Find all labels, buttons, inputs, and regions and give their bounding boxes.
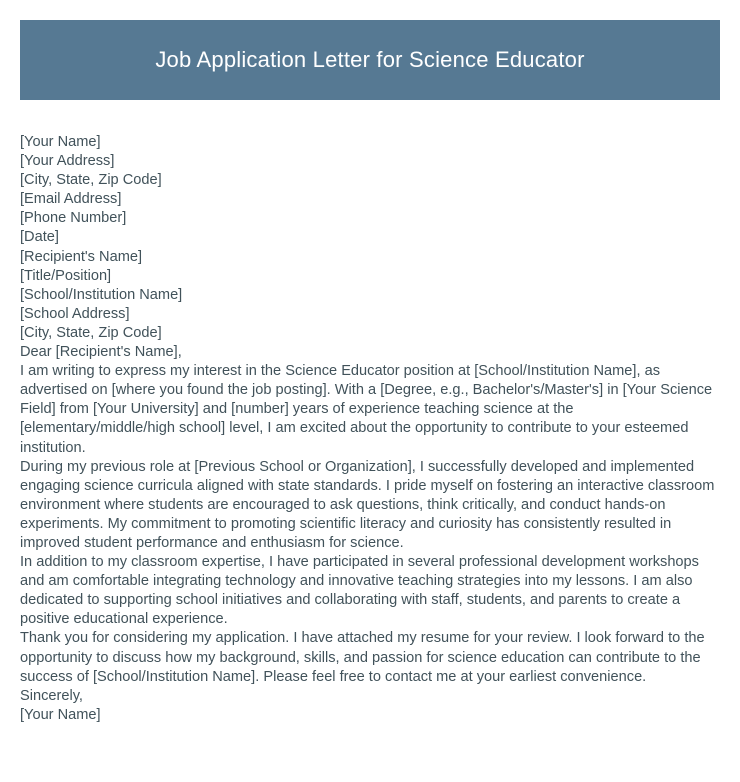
recipient-address-block [20, 248, 720, 343]
body-paragraph: In addition to my classroom expertise, I have participated in several professional development workshops and am comfortable integrating technology and innovative teaching strategies into my lessons. I am also dedicated to supporting school initiatives and collaborating with staff, students, and parents to create a positive educational experience. [20, 554, 699, 628]
closing-line: Sincerely, [20, 687, 83, 704]
sender-line: [Your Address] [20, 153, 115, 170]
recipient-line: [City, State, Zip Code] [20, 324, 162, 341]
recipient-line: [Recipient's Name] [20, 248, 143, 265]
page-title: Job Application Letter for Science Educator [155, 46, 585, 72]
sender-line: [Phone Number] [20, 210, 127, 227]
document-page [0, 20, 740, 782]
body-paragraph: Thank you for considering my application. I have attached my resume for your review. I look forward to the opportunity to discuss how my background, skills, and passion for science education can contribute to the success of [School/Institution Name]. Please feel free to contact me at your earliest convenience. [20, 630, 705, 685]
recipient-line: [School/Institution Name] [20, 286, 183, 303]
recipient-line: [Title/Position] [20, 267, 112, 284]
signature-line: [Your Name] [20, 706, 101, 723]
sender-line: [Date] [20, 229, 59, 246]
sender-line: [City, State, Zip Code] [20, 172, 162, 189]
recipient-line: [School Address] [20, 305, 130, 322]
letter-body [20, 100, 720, 725]
sender-address-block [20, 133, 720, 248]
salutation: Dear [Recipient's Name], [20, 344, 182, 361]
sender-line: [Your Name] [20, 134, 101, 150]
body-paragraph: During my previous role at [Previous School or Organization], I successfully developed and implemented engaging science curricula aligned with state standards. I pride myself on fostering an interactive classroom environment where students are encouraged to ask questions, think critically, and conduct hands-on experiments. My commitment to promoting scientific literacy and curiosity has consistently resulted in improved student performance and enthusiasm for science. [20, 458, 715, 551]
sender-line: [Email Address] [20, 191, 122, 208]
document-header-band [20, 20, 720, 100]
body-paragraph: I am writing to express my interest in the Science Educator position at [School/Institution Name], as advertised on [where you found the job posting]. With a [Degree, e.g., Bachelor's/Master's] in [Your Science Field] from [Your University] and [number] years of experience teaching science at the [elementary/middle/high school] level, I am excited about the opportunity to contribute to your esteemed institution. [20, 363, 713, 456]
